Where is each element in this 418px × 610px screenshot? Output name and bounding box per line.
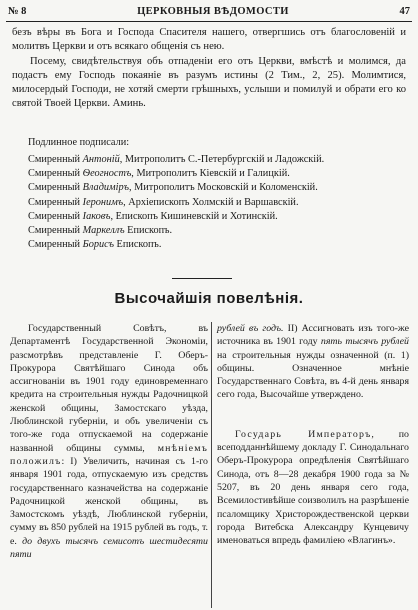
section-separator (172, 278, 232, 279)
column-divider (211, 322, 212, 608)
signer-line: Смиренный Борисъ Епископъ. (28, 239, 162, 251)
left-column (10, 322, 208, 561)
running-header (8, 3, 410, 19)
journal-title: ЦЕРКОВНЫЯ ВѢДОМОСТИ (137, 5, 289, 17)
issue-number: № 8 (8, 5, 27, 17)
signer-line: Смиренный Іаковъ, Епископъ Кишиневскій и Хотинскій. (28, 210, 278, 222)
header-rule (6, 21, 412, 22)
right-column (217, 322, 409, 547)
right-paragraph-1: рублей въ годъ. II) Ассигновать изъ того-же источника въ 1901 году пять тысячъ рублей на строительныя нужды означенной (п. 1) общины. Означенное мнѣніе Государственнаго Совѣта, въ 4-й день января сего года, Высочайше утверждено. (217, 323, 410, 401)
signer-line: Смиренный Маркеллъ Епископъ. (28, 224, 173, 236)
left-paragraph: Государственный Совѣтъ, въ Департаментѣ Государственной Экономіи, разсмотрѣвъ представленіе Г. Оберъ-Прокурора Святѣйшаго Синода объ ассигнованіи въ 1901 году единовременнаго кредита на строительныя нужды Радочницкой женской общины, Замостскаго уѣзда, Люблинской губерніи, и объ увеличеніи съ того-же года отпускаемой на содержаніе названной общины суммы, мнѣніемъ положилъ: I) Увеличить, начиная съ 1-го января 1901 года, отпускаемую изъ средствъ государственнаго казначейства на содержаніе Радочницкой женской общины, въ Замостскомъ уѣздѣ, Люблинской губерніи, сумму въ 850 рублей на 1915 рублей въ годъ, т. е. до двухъ тысячъ семисотъ шестидесяти пяти (10, 323, 208, 561)
page-number: 47 (399, 5, 410, 17)
intro-paragraph-1: безъ вѣры въ Бога и Господа Спасителя нашего, отвергшись отъ благословеній и молитвъ Церкви и отъ всякаго общенія съ нею. (12, 27, 406, 53)
intro-text (12, 26, 406, 112)
signer-line: Смиренный Владиміръ, Митрополитъ Московскій и Коломенскій. (28, 182, 318, 194)
signer-line: Смиренный Ѳеогностъ, Митрополитъ Кіевскій и Галицкій. (28, 168, 290, 180)
intro-paragraph-2: Посему, свидѣтельствуя объ отпаденіи его отъ Церкви, вмѣстѣ и молимся, да подастъ ему Господь покаяніе въ разумъ истины (2 Тим., 2, 25). Молимтися, милосердый Господи, не хотяй смерти грѣшныхъ, услыши и помилуй и обрати его ко святой Твоей Церкви. Аминь. (12, 55, 406, 110)
subscriptions-heading: Подлинное подписали: (28, 137, 130, 148)
section-title: Высочайшія повелѣнія. (114, 290, 304, 307)
right-paragraph-2: Государь Императоръ, по всеподданнѣйшему докладу Г. Синодальнаго Оберъ-Прокурора опредѣленія Святѣйшаго Синода, отъ 8—28 декабря 1900 года за № 5207, въ 20 день января сего года, Всемилостивѣйше соизволилъ на разрѣшеніе псаломщику Христорождественской церкви города Витебска Александру Кунцевичу именоваться впредь фамиліею «Влагинъ». (217, 428, 409, 547)
signers-list (28, 153, 398, 252)
signer-line: Смиренный Антоній, Митрополитъ С.-Петербургскій и Ладожскій. (28, 154, 325, 165)
signer-line: Смиренный Іеронимъ, Архіепископъ Холмскій и Варшавскій. (28, 196, 299, 208)
